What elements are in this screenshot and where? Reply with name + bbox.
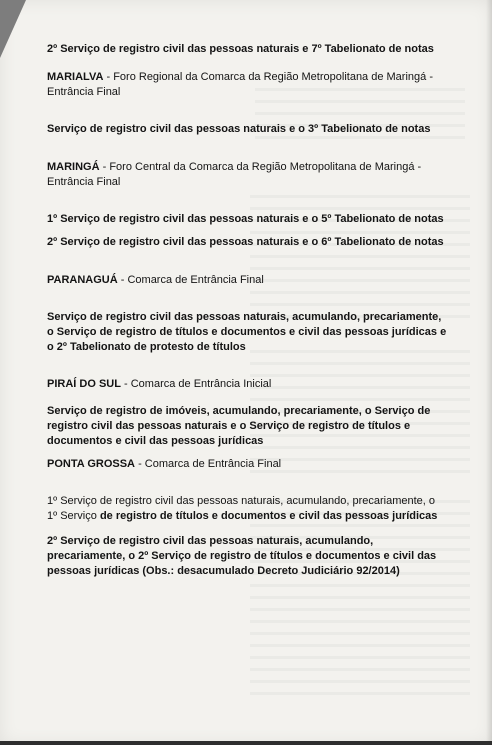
paragraph-normal-part: 1º Serviço de registro civil das pessoas naturais, acumulando, precariamente, o 1º Serviço (47, 495, 435, 522)
paragraph-paranagua-services: Serviço de registro civil das pessoas naturais, acumulando, precariamente, o Serviço de registro de títulos e documentos e civil das pessoas jurídicas e o 2º Tabelionato de protesto de títulos (47, 311, 447, 353)
page-bottom-edge (0, 741, 492, 745)
place-description: - Foro Central da Comarca da Região Metropolitana de Maringá - Entrância Final (47, 161, 422, 188)
paragraph-bold-part: de registro de títulos e documentos e civil das pessoas jurídicas (99, 510, 438, 522)
place-description: - Comarca de Entrância Final (117, 274, 264, 286)
heading-marialva (47, 70, 447, 100)
heading-paranagua (47, 273, 447, 288)
place-description: - Comarca de Entrância Inicial (120, 378, 272, 390)
place-name: MARINGÁ (47, 161, 100, 173)
place-description: - Foro Regional da Comarca da Região Metropolitana de Maringá - Entrância Final (47, 71, 433, 98)
place-name: PIRAÍ DO SUL (47, 378, 121, 390)
paragraph-2nd-service-ponta-grossa: 2º Serviço de registro civil das pessoas naturais, acumulando, precariamente, o 2º Serviço de registro de títulos e documentos e civil das pessoas jurídicas (Obs.: desacumulado Decreto Judiciário 92/2014) (47, 535, 437, 577)
place-name: MARIALVA (47, 71, 104, 83)
document-body (47, 42, 447, 579)
page-edge-shadow (486, 0, 492, 745)
paragraph-2nd-service-6th-notary: 2º Serviço de registro civil das pessoas naturais e o 6º Tabelionato de notas (47, 236, 444, 248)
paragraph-civil-registry-3rd-notary: Serviço de registro civil das pessoas naturais e o 3º Tabelionato de notas (47, 123, 431, 135)
place-name: PARANAGUÁ (47, 274, 118, 286)
paragraph-pirai-services: Serviço de registro de imóveis, acumulando, precariamente, o Serviço de registro civil das pessoas naturais e o Serviço de registro de títulos e documentos e civil das pessoas jurídicas (47, 405, 431, 447)
paragraph-1st-service-5th-notary: 1º Serviço de registro civil das pessoas naturais e o 5º Tabelionato de notas (47, 213, 444, 225)
heading-ponta-grossa (47, 457, 447, 472)
heading-maringa (47, 160, 447, 190)
paragraph-2nd-service-7th-notary: 2º Serviço de registro civil das pessoas naturais e 7º Tabelionato de notas (47, 43, 434, 55)
heading-pirai-do-sul (47, 377, 447, 392)
place-description: - Comarca de Entrância Final (135, 458, 282, 470)
paragraph-1st-service-ponta-grossa (47, 494, 447, 524)
place-name: PONTA GROSSA (47, 458, 136, 470)
folded-corner (0, 0, 26, 58)
